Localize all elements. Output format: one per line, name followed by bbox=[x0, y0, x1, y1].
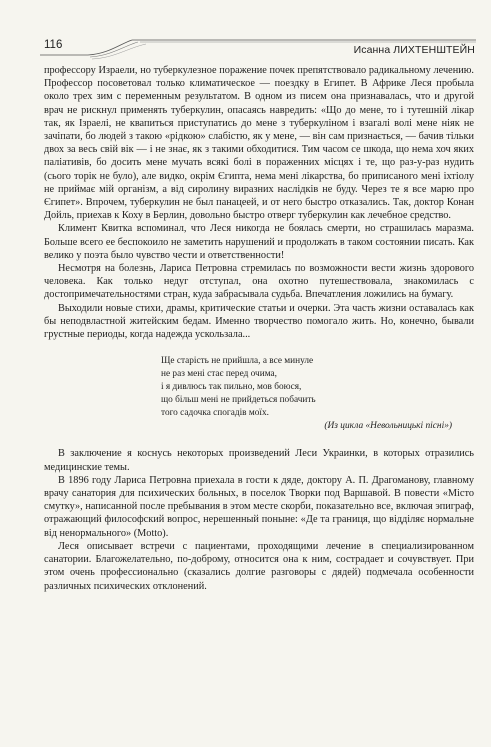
poem-line: того садочка спогадів моїх. bbox=[161, 408, 269, 419]
poem-quote bbox=[161, 355, 474, 420]
paragraph: Несмотря на болезнь, Лариса Петровна стремилась по возможности вести жизнь здорового человека. Как только недуг отступал, она охотно путешествовала, знакомилась с достопримечательностями стран, куда забрасывала судьба. Впечатления ложились на бумагу. bbox=[44, 263, 474, 301]
page-number: 116 bbox=[44, 39, 63, 51]
running-head-author: Исанна ЛИХТЕНШТЕЙН bbox=[353, 44, 475, 56]
main-text bbox=[44, 64, 474, 593]
running-header bbox=[0, 30, 491, 62]
paragraph: В заключение я коснусь некоторых произведений Леси Украинки, в которых отразились медицинские темы. bbox=[44, 448, 474, 473]
paragraph: Климент Квитка вспоминал, что Леся никогда не боялась смерти, но страшилась маразма. Больше всего ее беспокоило не заметить нарушений и продолжать в таком состоянии писать. Как велико у поэта было чувство чести и ответственности! bbox=[44, 223, 474, 261]
paragraph: Выходили новые стихи, драмы, критические статьи и очерки. Эта часть жизни оставалась как бы неподвластной житейским бедам. Именно творчество помогало жить. Но, конечно, бывали грустные периоды, когда надежда ускользала... bbox=[44, 302, 474, 341]
paragraph: В 1896 году Лариса Петровна приехала в гости к дяде, доктору А. П. Драгоманову, главному врачу санатория для психических больных, в поселок Творки под Варшавой. В повести «Місто смутку», написанной после пребывания в этом месте скорби, показательно все, включая эпиграф, отражающий философский вопрос, нерешенный поныне: «Де та границя, що відділяє нормальне від ненормального» (Motto). bbox=[44, 474, 474, 539]
poem-source: (Из цикла «Невольницькі пісні») bbox=[324, 421, 452, 432]
poem-line: Ще старість не прийшла, а все минуле bbox=[161, 356, 314, 367]
poem-line: не раз мені стає перед очима, bbox=[161, 369, 277, 380]
paragraph: профессору Израели, но туберкулезное поражение почек препятствовало радикальному лечению. Профессор посоветовал только климатическое — поездку в Египет. В Африке Леся пробыла около трех зим с переменным результатом. В одном из писем она признавалась, что и другой врач не рискнул применять туберкулин, опасаясь навредить: «Що до мене, то і тутешній лікар так, як Ізраелі, не квапиться приступатись до мене з туберкуліном і взагалі волі мене ніяк не зачіпати, бо людей з такою «рідкою» слабістю, як у мене, — він сам признається, — бачив тільки двох за весь свій вік — і не знає, як з такими обходитися. Тим часом се шкода, що нема хоч яких паліативів, бо досить мене мучать всякі болі в пораженних місцях і те, що раз-у-раз нудить (сього торік не було), але видко, окрім Єгипта, нема мені лікарства, бо приписаного мені іхтіолу не приймає мій організм, а від сиролину виразних наслідків не буду. Через те я все марю про Єгипет». Впрочем, туберкулин не был панацеей, и от него быстро отказались. Так, доктор Конан Дойль, приехав к Коху в Берлин, довольно быстро отверг туберкулин как лечебное средство. bbox=[44, 65, 474, 222]
poem-line: і я дивлюсь так пильно, мов боюся, bbox=[161, 382, 302, 393]
paragraph: Леся описывает встречи с пациентами, проходящими лечение в специализированном санатории. Благожелательно, по-доброму, относится она к ним, сострадает и сочувствует. При этом очень профессионально (сказались долгие разговоры с дядей) подмечала особенности различных психических отклонений. bbox=[44, 540, 474, 592]
poem-line: що більш мені не прийдеться побачить bbox=[161, 395, 316, 406]
